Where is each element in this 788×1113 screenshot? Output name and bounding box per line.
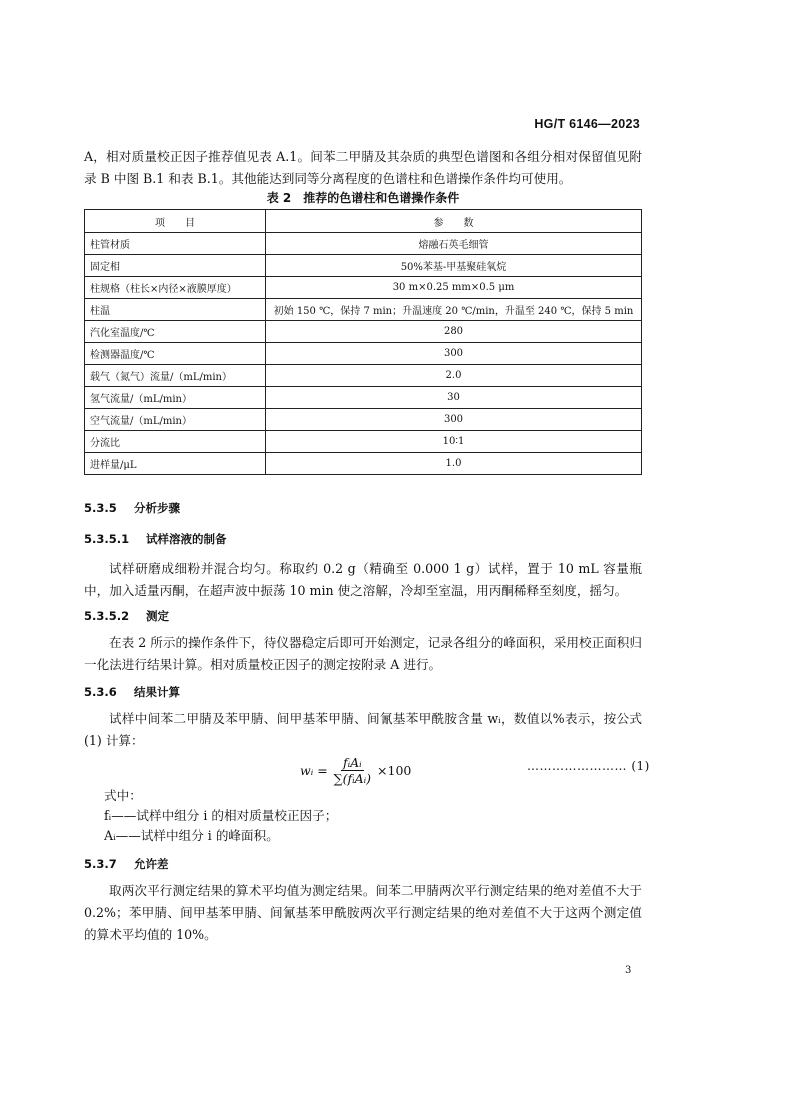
row-item: 载气（氮气）流量/（mL/min） bbox=[85, 365, 266, 387]
section-title: 允许差 bbox=[134, 857, 169, 871]
section-heading-5-3-5-1 bbox=[84, 531, 227, 547]
measurement-text: 在表 2 所示的操作条件下，待仪器稳定后即可开始测定，记录各组分的峰面积，采用校正面积归一化法进行结果计算。相对质量校正因子的测定按附录 A 进行。 bbox=[84, 635, 642, 672]
row-item: 分流比 bbox=[85, 431, 266, 453]
row-value: 280 bbox=[266, 321, 642, 343]
row-value: 熔融石英毛细管 bbox=[266, 233, 642, 255]
definition-item: fᵢ——试样中组分 i 的相对质量校正因子； bbox=[104, 808, 338, 823]
row-value: 10∶1 bbox=[266, 431, 642, 453]
section-heading-5-3-5-2 bbox=[84, 608, 169, 624]
section-title: 测定 bbox=[146, 609, 169, 623]
section-number: 5.3.5.2 bbox=[84, 609, 130, 623]
section-heading-5-3-6 bbox=[84, 684, 180, 700]
header-value: 参 数 bbox=[266, 210, 642, 233]
standard-code: HG/T 6146—2023 bbox=[534, 117, 640, 131]
table-row bbox=[85, 321, 642, 343]
formula-1 bbox=[300, 755, 411, 786]
row-item: 进样量/μL bbox=[85, 453, 266, 475]
definitions-intro: 式中： bbox=[104, 788, 142, 803]
row-value: 300 bbox=[266, 343, 642, 365]
formula-lhs: wᵢ = bbox=[300, 763, 328, 778]
section-title: 分析步骤 bbox=[134, 501, 180, 515]
header-item: 项 目 bbox=[85, 210, 266, 233]
row-value: 30 bbox=[266, 387, 642, 409]
equation-number: …………………… (1) bbox=[527, 759, 650, 773]
intro-paragraph: A，相对质量校正因子推荐值见表 A.1。间苯二甲腈及其杂质的典型色谱图和各组分相对保留值见附录 B 中图 B.1 和表 B.1。其他能达到同等分离程度的色谱柱和色谱操作条件均可使用。 bbox=[84, 149, 642, 186]
tolerance-text: 取两次平行测定结果的算术平均值为测定结果。间苯二甲腈两次平行测定结果的绝对差值不大于 0.2%；苯甲腈、间甲基苯甲腈、间氰基苯甲酰胺两次平行测定结果的绝对差值不大于这两个测定值的算术平均值的 10%。 bbox=[84, 883, 642, 942]
section-number: 5.3.7 bbox=[84, 857, 117, 871]
section-heading-5-3-5 bbox=[84, 500, 180, 516]
chromatography-conditions-table bbox=[84, 209, 642, 475]
table-row bbox=[85, 233, 642, 255]
section-number: 5.3.5.1 bbox=[84, 532, 130, 546]
section-number: 5.3.6 bbox=[84, 685, 117, 699]
section-title: 试样溶液的制备 bbox=[146, 532, 227, 546]
definition-item: Aᵢ——试样中组分 i 的峰面积。 bbox=[104, 828, 279, 843]
table-row bbox=[85, 409, 642, 431]
table-header-row bbox=[85, 210, 642, 233]
section-number: 5.3.5 bbox=[84, 501, 117, 515]
formula-denominator: ∑(fᵢAᵢ) bbox=[333, 771, 372, 786]
row-item: 空气流量/（mL/min） bbox=[85, 409, 266, 431]
row-value: 300 bbox=[266, 409, 642, 431]
table-row bbox=[85, 255, 642, 277]
formula-multiplier: ×100 bbox=[377, 763, 412, 778]
formula-fraction bbox=[332, 755, 373, 786]
table-caption: 表 2 推荐的色谱柱和色谱操作条件 bbox=[266, 191, 460, 205]
sample-preparation-text: 试样研磨成细粉并混合均匀。称取约 0.2 g（精确至 0.000 1 g）试样，置于 10 mL 容量瓶中，加入适量丙酮，在超声波中振荡 10 min 使之溶解，冷却至室温，用丙酮稀释至刻度，摇匀。 bbox=[84, 561, 642, 598]
row-item: 柱规格（柱长×内径×液膜厚度） bbox=[85, 277, 266, 299]
row-value: 50%苯基-甲基聚硅氧烷 bbox=[266, 255, 642, 277]
table-row bbox=[85, 343, 642, 365]
row-value: 1.0 bbox=[266, 453, 642, 475]
row-value: 30 m×0.25 mm×0.5 μm bbox=[266, 277, 642, 299]
table-row bbox=[85, 453, 642, 475]
row-value: 2.0 bbox=[266, 365, 642, 387]
page-number: 3 bbox=[625, 965, 632, 976]
table-row bbox=[85, 277, 642, 299]
row-item: 柱温 bbox=[85, 299, 266, 321]
row-item: 汽化室温度/℃ bbox=[85, 321, 266, 343]
row-item: 柱管材质 bbox=[85, 233, 266, 255]
table-row bbox=[85, 431, 642, 453]
row-item: 氢气流量/（mL/min） bbox=[85, 387, 266, 409]
section-title: 结果计算 bbox=[134, 685, 180, 699]
section-heading-5-3-7 bbox=[84, 856, 169, 872]
row-item: 固定相 bbox=[85, 255, 266, 277]
calculation-text: 试样中间苯二甲腈及苯甲腈、间甲基苯甲腈、间氰基苯甲酰胺含量 wᵢ，数值以%表示，按公式(1) 计算： bbox=[84, 711, 642, 748]
table-row bbox=[85, 387, 642, 409]
table-row bbox=[85, 299, 642, 321]
formula-numerator: fᵢAᵢ bbox=[343, 755, 362, 770]
row-item: 检测器温度/℃ bbox=[85, 343, 266, 365]
row-value: 初始 150 ℃，保持 7 min；升温速度 20 ℃/min，升温至 240 ℃，保持 5 min bbox=[266, 299, 642, 321]
table-row bbox=[85, 365, 642, 387]
